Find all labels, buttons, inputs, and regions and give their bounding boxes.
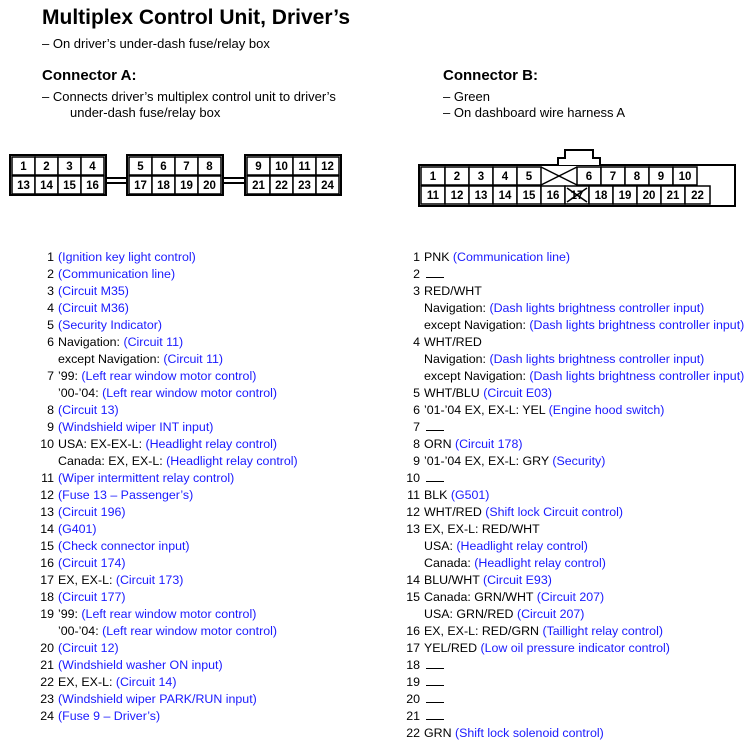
connector-b-pin-continuation [402, 368, 744, 385]
connector-b-pin-row [402, 266, 744, 283]
connector-a-pin-continuation [36, 453, 298, 470]
pin-description: except Navigation: [424, 369, 530, 383]
circuit-link[interactable]: (G501) [450, 488, 490, 502]
connector-b-pin-row [402, 283, 744, 300]
connector-b-pin-row [402, 589, 744, 606]
circuit-link[interactable]: (Headlight relay control) [474, 556, 606, 570]
circuit-link[interactable]: (Security) [552, 454, 606, 468]
pin-number: 15 [40, 539, 54, 553]
circuit-link[interactable]: (Circuit E03) [483, 386, 553, 400]
connector-b-pin-row [402, 521, 744, 538]
connector-a-pin-row [36, 640, 298, 657]
connector-a-pin-row [36, 317, 298, 334]
unused-pin-dash [426, 678, 444, 686]
connector-a-pin-continuation [36, 385, 298, 402]
connector-b-pin-continuation [402, 538, 744, 555]
pin-number: 9 [47, 420, 54, 434]
connector-a-pin-row [36, 419, 298, 436]
connector-b-pin-5-label: 5 [525, 171, 533, 183]
connector-a-pin-3-label: 3 [66, 161, 73, 173]
pin-description: ORN [424, 437, 455, 451]
circuit-link[interactable]: (Shift lock Circuit control) [485, 505, 623, 519]
connector-a-pin-21-label: 21 [252, 180, 265, 192]
connector-b-pin-row [402, 419, 744, 436]
circuit-link[interactable]: (Headlight relay control) [145, 437, 277, 451]
connector-a-pin-row [36, 538, 298, 555]
pin-number: 17 [40, 573, 54, 587]
circuit-link[interactable]: (Headlight relay control) [456, 539, 588, 553]
connector-b-pin-continuation [402, 317, 744, 334]
connector-b-pin-18-label: 18 [594, 190, 608, 202]
connector-b-pin-19-label: 19 [618, 190, 632, 202]
pin-description: WHT/RED [424, 505, 486, 519]
connector-b-pin-row [402, 470, 744, 487]
pin-number: 24 [40, 709, 54, 723]
pin-description: ’00-’04: [58, 624, 103, 638]
pin-description: YEL/RED [424, 641, 481, 655]
pin-description: except Navigation: [424, 318, 530, 332]
connector-b-pin-21-label: 21 [666, 190, 680, 202]
pin-number: 11 [41, 471, 54, 485]
pin-description: USA: GRN/RED [424, 607, 517, 621]
pin-number: 4 [47, 301, 54, 315]
connector-a-pin-2-label: 2 [43, 161, 50, 173]
pin-description: Navigation: [424, 301, 490, 315]
connector-a-pin-row [36, 334, 298, 351]
pin-description: EX, EX-L: RED/WHT [424, 522, 540, 536]
connector-b-pin-continuation [402, 351, 744, 368]
connector-b-pin-continuation [402, 300, 744, 317]
connector-b-pin-1-label: 1 [429, 171, 437, 183]
circuit-link[interactable]: (Windshield wiper INT input) [58, 420, 214, 434]
connector-a-pin-17-label: 17 [134, 180, 147, 192]
connector-a-pin-20-label: 20 [203, 180, 216, 192]
pin-description: BLU/WHT [424, 573, 483, 587]
connector-a-pin-row [36, 470, 298, 487]
circuit-link[interactable]: (Circuit 196) [58, 505, 126, 519]
pin-description: ’01-’04 EX, EX-L: YEL [424, 403, 549, 417]
connector-a-pin-continuation [36, 351, 298, 368]
connector-b-pin-row [402, 249, 744, 266]
circuit-link[interactable]: (Circuit 14) [115, 675, 177, 689]
pin-number: 13 [406, 522, 420, 536]
connector-b-pin-11-label: 11 [426, 190, 440, 202]
connector-b-pin-continuation [402, 555, 744, 572]
circuit-link[interactable]: (Communication line) [58, 267, 176, 281]
connector-a-pin-list [36, 249, 298, 725]
pin-number: 19 [406, 675, 420, 689]
pin-number: 20 [406, 692, 420, 706]
connector-a-pin-4-label: 4 [89, 161, 96, 173]
circuit-link[interactable]: (Fuse 13 – Passenger’s) [58, 488, 194, 502]
pin-number: 17 [406, 641, 420, 655]
connector-a-pin-row [36, 249, 298, 266]
circuit-link[interactable]: (Windshield wiper PARK/RUN input) [58, 692, 257, 706]
connector-a-pin-row [36, 572, 298, 589]
connector-b-desc-2: – On dashboard wire harness A [443, 105, 626, 120]
connector-b-diagram [410, 146, 740, 210]
connector-a-pin-14-label: 14 [40, 180, 53, 192]
pin-number: 1 [413, 250, 420, 264]
circuit-link[interactable]: (Engine hood switch) [548, 403, 665, 417]
pin-number: 10 [406, 471, 420, 485]
connector-a-pin-row [36, 504, 298, 521]
connector-b-pin-row [402, 402, 744, 419]
pin-number: 9 [413, 454, 420, 468]
pin-number: 6 [413, 403, 420, 417]
connector-a-pin-row [36, 555, 298, 572]
connector-b-pin-row [402, 504, 744, 521]
pin-number: 18 [40, 590, 54, 604]
connector-b-pin-12-label: 12 [450, 190, 464, 202]
pin-number: 18 [406, 658, 420, 672]
circuit-link[interactable]: (Dash lights brightness controller input) [489, 301, 705, 315]
connector-b-pin-row [402, 691, 744, 708]
pin-number: 7 [47, 369, 54, 383]
connector-b-pin-20-label: 20 [642, 190, 656, 202]
pin-number: 5 [47, 318, 54, 332]
connector-b-pin-17-label: 17 [570, 190, 584, 202]
connector-a-pin-row [36, 521, 298, 538]
pin-description: USA: EX-EX-L: [58, 437, 146, 451]
connector-a-pin-row [36, 708, 298, 725]
pin-number: 22 [406, 726, 420, 740]
connector-b-pin-list [402, 249, 744, 742]
pin-number: 12 [40, 488, 54, 502]
circuit-link[interactable]: (Ignition key light control) [58, 250, 196, 264]
connector-a-diagram [0, 148, 360, 208]
unused-pin-dash [426, 270, 444, 278]
circuit-link[interactable]: (Dash lights brightness controller input) [489, 352, 705, 366]
connector-b-pin-row [402, 623, 744, 640]
connector-b-pin-2-label: 2 [453, 171, 461, 183]
connector-a-pin-row [36, 368, 298, 385]
pin-description: WHT/RED [424, 335, 482, 349]
connector-b-pin-15-label: 15 [522, 190, 536, 202]
pin-description: RED/WHT [424, 284, 482, 298]
connector-a-pin-8-label: 8 [206, 161, 213, 173]
pin-description: Canada: [424, 556, 475, 570]
pin-description: PNK [424, 250, 453, 264]
circuit-link[interactable]: (Dash lights brightness controller input) [529, 318, 745, 332]
pin-description: ’99: [58, 369, 82, 383]
circuit-link[interactable]: (Communication line) [452, 250, 570, 264]
pin-description: GRN [424, 726, 455, 740]
circuit-link[interactable]: (Circuit 207) [536, 590, 605, 604]
connector-a-pin-7-label: 7 [183, 161, 190, 173]
connector-b-pin-row [402, 436, 744, 453]
pin-number: 22 [40, 675, 54, 689]
pin-number: 12 [406, 505, 420, 519]
pin-number: 23 [40, 692, 54, 706]
connector-a-desc-1: – Connects driver’s multiplex control unit to driver’s [42, 89, 336, 104]
connector-a-pin-19-label: 19 [180, 180, 193, 192]
connector-a-pin-row [36, 674, 298, 691]
connector-b-pin-row [402, 674, 744, 691]
circuit-link[interactable]: (Circuit E93) [482, 573, 552, 587]
circuit-link[interactable]: (Circuit 173) [115, 573, 184, 587]
circuit-link[interactable]: (Circuit 177) [58, 590, 126, 604]
connector-b-pin-6-label: 6 [585, 171, 593, 183]
connector-a-desc-2: under-dash fuse/relay box [70, 105, 221, 120]
unused-pin-dash [426, 712, 444, 720]
pin-description: EX, EX-L: [58, 675, 116, 689]
pin-number: 14 [40, 522, 54, 536]
pin-number: 13 [40, 505, 54, 519]
connector-b-pin-row [402, 572, 744, 589]
connector-a-pin-15-label: 15 [63, 180, 76, 192]
pin-description: EX, EX-L: RED/GRN [424, 624, 543, 638]
pin-number: 11 [407, 488, 420, 502]
connector-a-pin-row [36, 691, 298, 708]
connector-b-pin-row [402, 725, 744, 742]
connector-a-pin-row [36, 436, 298, 453]
connector-a-pin-row [36, 589, 298, 606]
connector-a-pin-5-label: 5 [137, 161, 144, 173]
pin-number: 5 [413, 386, 420, 400]
connector-a-pin-24-label: 24 [321, 180, 334, 192]
pin-number: 15 [406, 590, 420, 604]
connector-b-pin-row [402, 453, 744, 470]
connector-b-pin-16-label: 16 [546, 190, 560, 202]
pin-number: 7 [413, 420, 420, 434]
pin-description: Canada: EX, EX-L: [58, 454, 167, 468]
circuit-link[interactable]: (Taillight relay control) [542, 624, 663, 638]
pin-number: 2 [47, 267, 54, 281]
pin-description: Navigation: [58, 335, 124, 349]
circuit-link[interactable]: (Circuit 13) [58, 403, 119, 417]
pin-number: 16 [40, 556, 54, 570]
connector-b-pin-13-label: 13 [474, 190, 488, 202]
circuit-link[interactable]: (Circuit 12) [58, 641, 119, 655]
circuit-link[interactable]: (Circuit 207) [516, 607, 585, 621]
circuit-link[interactable]: (Left rear window motor control) [102, 624, 278, 638]
connector-b-pin-row [402, 708, 744, 725]
connector-a-pin-12-label: 12 [321, 161, 334, 173]
connector-b-pin-row [402, 385, 744, 402]
connector-b-pin-14-label: 14 [498, 190, 512, 202]
connector-b-pin-10-label: 10 [678, 171, 692, 183]
connector-a-pin-1-label: 1 [20, 161, 27, 173]
pin-number: 16 [406, 624, 420, 638]
unused-pin-dash [426, 474, 444, 482]
circuit-link[interactable]: (Circuit 178) [454, 437, 523, 451]
pin-number: 21 [406, 709, 420, 723]
circuit-link[interactable]: (Shift lock solenoid control) [454, 726, 604, 740]
connector-b-pin-row [402, 640, 744, 657]
pin-number: 14 [406, 573, 420, 587]
pin-number: 6 [47, 335, 54, 349]
connector-a-pin-row [36, 283, 298, 300]
connector-a-pin-10-label: 10 [275, 161, 288, 173]
circuit-link[interactable]: (Left rear window motor control) [81, 607, 257, 621]
connector-b-pin-7-label: 7 [609, 171, 617, 183]
connector-a-pin-6-label: 6 [160, 161, 167, 173]
connector-b-heading: Connector B: [443, 67, 538, 84]
circuit-link[interactable]: (Fuse 9 – Driver’s) [58, 709, 161, 723]
unused-pin-dash [426, 695, 444, 703]
pin-number: 3 [47, 284, 54, 298]
connector-a-pin-row [36, 606, 298, 623]
connector-a-pin-row [36, 402, 298, 419]
circuit-link[interactable]: (Circuit 11) [163, 352, 224, 366]
connector-b-pin-4-label: 4 [501, 171, 509, 183]
pin-description: Navigation: [424, 352, 490, 366]
connector-a-pin-11-label: 11 [298, 161, 311, 173]
connector-a-pin-continuation [36, 623, 298, 640]
circuit-link[interactable]: (Circuit M35) [58, 284, 129, 298]
connector-a-pin-13-label: 13 [17, 180, 30, 192]
connector-a-pin-9-label: 9 [255, 161, 262, 173]
pin-number: 4 [413, 335, 420, 349]
circuit-link[interactable]: (Left rear window motor control) [102, 386, 278, 400]
connector-b-desc-1: – Green [443, 89, 490, 104]
pin-number: 19 [40, 607, 54, 621]
connector-a-pin-18-label: 18 [157, 180, 170, 192]
circuit-link[interactable]: (Circuit 11) [123, 335, 184, 349]
pin-description: EX, EX-L: [58, 573, 116, 587]
connector-a-pin-22-label: 22 [275, 180, 288, 192]
circuit-link[interactable]: (Dash lights brightness controller input) [529, 369, 745, 383]
circuit-link[interactable]: (Windshield washer ON input) [58, 658, 223, 672]
unused-pin-dash [426, 661, 444, 669]
connector-a-pin-row [36, 657, 298, 674]
circuit-link[interactable]: (Wiper intermittent relay control) [58, 471, 235, 485]
pin-number: 1 [47, 250, 54, 264]
pin-description: Canada: GRN/WHT [424, 590, 537, 604]
page-title: Multiplex Control Unit, Driver’s [42, 6, 351, 29]
circuit-link[interactable]: (Check connector input) [58, 539, 190, 553]
connector-a-pin-23-label: 23 [298, 180, 311, 192]
connector-a-pin-row [36, 487, 298, 504]
connector-b-pin-3-label: 3 [477, 171, 485, 183]
connector-a-pin-row [36, 300, 298, 317]
pin-number: 2 [413, 267, 420, 281]
pin-description: ’99: [58, 607, 82, 621]
connector-b-pin-8-label: 8 [633, 171, 641, 183]
pin-description: ’00-’04: [58, 386, 103, 400]
circuit-link[interactable]: (Circuit M36) [58, 301, 129, 315]
connector-b-pin-row [402, 657, 744, 674]
pin-number: 10 [40, 437, 54, 451]
pin-description: USA: [424, 539, 457, 553]
connector-a-pin-16-label: 16 [86, 180, 99, 192]
pin-description: ’01-’04 EX, EX-L: GRY [424, 454, 553, 468]
pin-number: 21 [40, 658, 54, 672]
connector-a-pin-row [36, 266, 298, 283]
circuit-link[interactable]: (G401) [58, 522, 97, 536]
connector-b-pin-row [402, 487, 744, 504]
connector-b-pin-row [402, 334, 744, 351]
unused-pin-dash [426, 423, 444, 431]
pin-description: except Navigation: [58, 352, 164, 366]
connector-b-pin-continuation [402, 606, 744, 623]
circuit-link[interactable]: (Circuit 174) [58, 556, 126, 570]
pin-description: WHT/BLU [424, 386, 484, 400]
circuit-link[interactable]: (Left rear window motor control) [81, 369, 257, 383]
circuit-link[interactable]: (Low oil pressure indicator control) [480, 641, 670, 655]
pin-number: 3 [413, 284, 420, 298]
pin-number: 20 [40, 641, 54, 655]
circuit-link[interactable]: (Headlight relay control) [166, 454, 298, 468]
circuit-link[interactable]: (Security Indicator) [58, 318, 162, 332]
connector-b-pin-9-label: 9 [657, 171, 665, 183]
pin-description: BLK [424, 488, 451, 502]
page-subtitle: – On driver’s under-dash fuse/relay box [42, 36, 270, 51]
pin-number: 8 [47, 403, 54, 417]
pin-number: 8 [413, 437, 420, 451]
connector-b-pin-22-label: 22 [691, 190, 704, 202]
connector-a-heading: Connector A: [42, 67, 137, 84]
